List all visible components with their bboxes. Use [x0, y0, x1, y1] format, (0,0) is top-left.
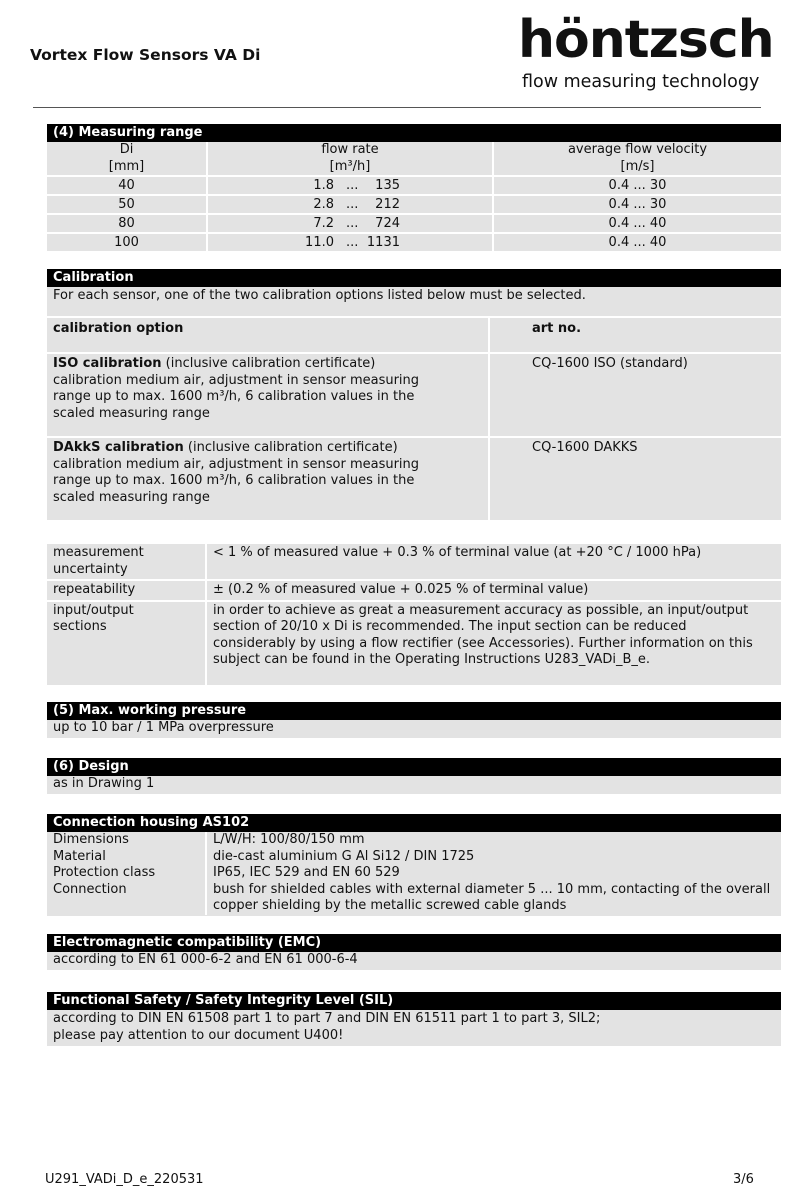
range-flow-min: 1.8 [313, 178, 334, 193]
accuracy-label: input/output sections [47, 602, 207, 685]
sil-line-2: please pay attention to our document U400! [53, 1027, 344, 1043]
calibration-option-note: (inclusive calibration certificate) [161, 356, 376, 371]
calibration-section [47, 269, 781, 522]
col-di-header [47, 142, 208, 175]
range-di: 50 [47, 196, 208, 213]
range-flow-max: 212 [375, 197, 400, 212]
housing-table [47, 832, 781, 916]
range-velocity: 0.4 ... 40 [608, 216, 667, 231]
calibration-intro: For each sensor, one of the two calibration options listed below must be selected. [47, 287, 781, 318]
accuracy-value: in order to achieve as great a measurement accuracy as possible, an input/output section of 20/10 x Di is recommended. The input section can be reduced considerably by using a flow rectifier (see Accessories). Further information on this subject can be found in the Operating Instructions U283_VADi_B_e. [213, 602, 753, 667]
accuracy-value: < 1 % of measured value + 0.3 % of terminal value (at +20 °C / 1000 hPa) [213, 545, 702, 560]
accuracy-row [47, 544, 781, 581]
logo-tagline: flow measuring technology [522, 72, 760, 92]
housing-values [207, 832, 781, 915]
footer-document-id: U291_VADi_D_e_220531 [45, 1172, 204, 1187]
calibration-option-note: (inclusive calibration certificate) [183, 440, 398, 455]
housing-heading: Connection housing AS102 [47, 814, 781, 832]
range-flow-sep: ... [346, 235, 359, 250]
emc-section [47, 934, 781, 970]
pressure-section [47, 702, 781, 738]
housing-value: L/W/H: 100/80/150 mm [213, 832, 365, 847]
range-flow-max: 1131 [366, 235, 400, 250]
calibration-option-text [47, 438, 490, 520]
range-row [47, 196, 781, 215]
range-velocity: 0.4 ... 30 [608, 178, 667, 193]
col-flow-unit: [m³/h] [329, 158, 371, 174]
design-section [47, 758, 781, 794]
range-flow [208, 177, 494, 194]
range-di: 40 [47, 177, 208, 194]
range-flow-min: 7.2 [313, 216, 334, 231]
calibration-art-no: CQ-1600 DAKKS [532, 440, 638, 455]
housing-labels [47, 832, 207, 915]
col-velocity-label: average flow velocity [567, 142, 708, 157]
accuracy-row [47, 602, 781, 687]
calibration-header-row [47, 318, 781, 354]
range-row [47, 177, 781, 196]
range-flow-sep: ... [346, 216, 359, 231]
calibration-heading: Calibration [47, 269, 781, 287]
calibration-option-name: ISO calibration [53, 356, 162, 371]
housing-value: die-cast aluminium G Al Si12 / DIN 1725 [213, 848, 475, 864]
company-logo: höntzsch [518, 10, 774, 70]
calibration-art-no: CQ-1600 ISO (standard) [532, 356, 688, 371]
col-flow-header [208, 142, 494, 175]
accuracy-label: repeatability [47, 581, 207, 600]
sil-heading: Functional Safety / Safety Integrity Level (SIL) [47, 992, 781, 1010]
measuring-range-heading: (4) Measuring range [47, 124, 781, 142]
range-flow [208, 196, 494, 213]
calibration-option-name: DAkkS calibration [53, 440, 184, 455]
accuracy-label: measurement uncertainty [47, 544, 207, 579]
emc-value: according to EN 61 000-6-2 and EN 61 000-6-4 [47, 952, 781, 970]
sil-section [47, 992, 781, 1046]
housing-label: Connection [53, 881, 127, 897]
sil-line-1: according to DIN EN 61508 part 1 to part 7 and DIN EN 61511 part 1 to part 3, SIL2; [53, 1011, 601, 1026]
accuracy-row [47, 581, 781, 602]
range-flow-sep: ... [346, 197, 359, 212]
pressure-value: up to 10 bar / 1 MPa overpressure [47, 720, 781, 738]
range-velocity: 0.4 ... 30 [608, 197, 667, 212]
col-flow-label: flow rate [321, 142, 379, 157]
sil-value [47, 1010, 781, 1046]
range-velocity: 0.4 ... 40 [608, 235, 667, 250]
col-di-unit: [mm] [108, 158, 145, 174]
calibration-option-row [47, 354, 781, 438]
col-calibration-option: calibration option [47, 318, 490, 352]
range-flow-min: 11.0 [305, 235, 334, 250]
housing-value: bush for shielded cables with external diameter 5 ... 10 mm, contacting of the overall copper shielding by the metallic screwed cable glands [213, 881, 771, 913]
range-di: 100 [47, 234, 208, 251]
range-flow [208, 234, 494, 251]
housing-value: IP65, IEC 529 and EN 60 529 [213, 865, 400, 880]
accuracy-value: ± (0.2 % of measured value + 0.025 % of terminal value) [213, 582, 589, 597]
housing-label: Protection class [53, 865, 156, 880]
calibration-option-text [47, 354, 490, 436]
housing-label: Dimensions [53, 832, 129, 847]
housing-section [47, 814, 781, 916]
calibration-option-row [47, 438, 781, 522]
col-velocity-unit: [m/s] [620, 158, 655, 174]
col-art-no: art no. [532, 321, 582, 336]
range-row [47, 215, 781, 234]
range-flow-max: 724 [375, 216, 400, 231]
measuring-range-header-row [47, 142, 781, 177]
design-heading: (6) Design [47, 758, 781, 776]
range-flow-max: 135 [375, 178, 400, 193]
col-di-label: Di [119, 142, 134, 157]
header-divider [33, 107, 761, 108]
housing-label: Material [53, 848, 106, 864]
range-di: 80 [47, 215, 208, 232]
emc-heading: Electromagnetic compatibility (EMC) [47, 934, 781, 952]
design-value: as in Drawing 1 [47, 776, 781, 794]
accuracy-section [47, 544, 781, 687]
pressure-heading: (5) Max. working pressure [47, 702, 781, 720]
measuring-range-section [47, 124, 781, 253]
range-flow-sep: ... [346, 178, 359, 193]
range-flow [208, 215, 494, 232]
calibration-option-desc: calibration medium air, adjustment in sensor measuring range up to max. 1600 m³/h, 6 calibration values in the scaled measuring range [53, 456, 420, 505]
range-row [47, 234, 781, 253]
footer-page-number: 3/6 [733, 1172, 754, 1187]
col-velocity-header [494, 142, 781, 175]
document-title: Vortex Flow Sensors VA Di [30, 46, 261, 64]
calibration-option-desc: calibration medium air, adjustment in sensor measuring range up to max. 1600 m³/h, 6 calibration values in the scaled measuring range [53, 372, 420, 421]
range-flow-min: 2.8 [313, 197, 334, 212]
